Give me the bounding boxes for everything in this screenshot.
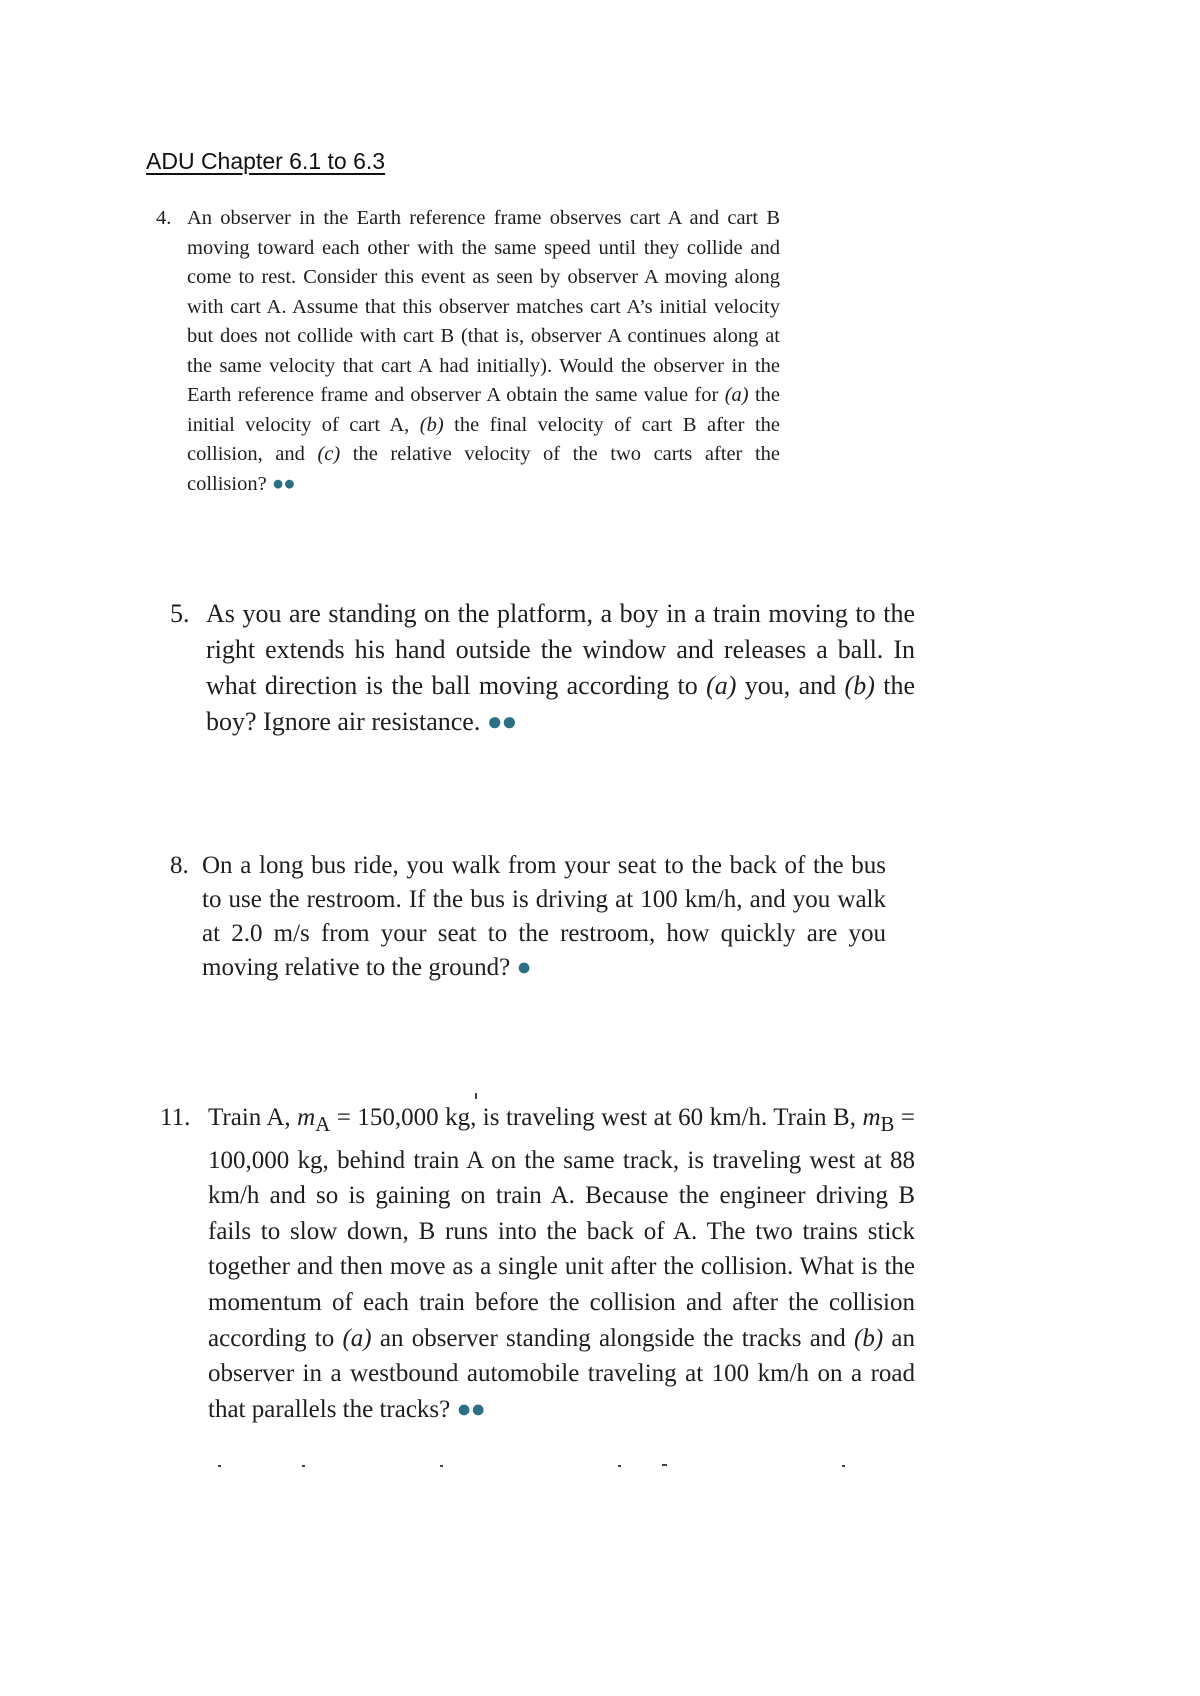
problem-text: Train A, $m_A = 150,000$ kg, is traveling west at 60 km/h. Train B, $m_B = 100,000$ kg, behind train A on the same track, is traveling west at 88 km/h and so is gaining on train A. Because the engineer driving B fails to slow down, B runs into the back of A. The two trains stick together and then move as a single unit after the collision. What is the momentum of each train before the collision and after the collision according to (a) an observer standing alongside the tracks and (b) an observer in a westbound automobile traveling at 100 km/h on a road that parallels the tracks? ●● bbox=[208, 1104, 916, 1423]
part-b-label: (b) bbox=[854, 1324, 884, 1352]
difficulty-dots: ●● bbox=[271, 472, 295, 495]
part-b-label: (b) bbox=[844, 671, 875, 700]
difficulty-dots: ●● bbox=[486, 707, 517, 736]
part-a-label: (a) bbox=[724, 384, 749, 406]
difficulty-dots: ●● bbox=[456, 1395, 485, 1423]
difficulty-dots: ● bbox=[516, 954, 531, 981]
stray-mark bbox=[440, 1465, 443, 1467]
problem-text: On a long bus ride, you walk from your seat to the back of the bus to use the restroom. If the bus is driving at 100 km/h, and you walk at 2.0 m/s from your seat to the restroom, how quickly are you moving relative to the ground? ● bbox=[202, 852, 886, 981]
stray-mark bbox=[618, 1465, 621, 1467]
mass-b-symbol: m bbox=[862, 1104, 881, 1131]
stray-mark bbox=[662, 1464, 667, 1466]
mass-a-subscript: A bbox=[315, 1112, 331, 1136]
problem-number: 11. bbox=[160, 1104, 191, 1131]
problem-8 bbox=[170, 849, 886, 985]
part-a-label: (a) bbox=[706, 671, 737, 700]
problem-5 bbox=[170, 596, 915, 740]
stray-mark bbox=[218, 1465, 221, 1467]
page-title: ADU Chapter 6.1 to 6.3 bbox=[146, 148, 386, 174]
stray-mark bbox=[302, 1465, 305, 1467]
problem-text: As you are standing on the platform, a boy in a train moving to the right extends his hand outside the window and releases a ball. In what direction is the ball moving according to (a) you, and (b) the boy? Ignore air resistance. ●● bbox=[206, 599, 915, 736]
problem-number: 5. bbox=[170, 599, 190, 628]
problem-number: 8. bbox=[170, 852, 189, 879]
problem-4 bbox=[156, 204, 780, 499]
mass-a-symbol: m bbox=[297, 1104, 316, 1131]
problem-11 bbox=[160, 1100, 915, 1427]
part-c-label: (c) bbox=[317, 443, 341, 465]
stray-mark bbox=[842, 1465, 845, 1467]
problem-text: An observer in the Earth reference frame observes cart A and cart B moving toward each other with the same speed until they collide and come to rest. Consider this event as seen by observer A moving along with cart A. Assume that this observer matches cart A’s initial velocity but does not collide with cart B (that is, observer A continues along at the same velocity that cart A had initially). Would the observer in the Earth reference frame and observer A obtain the same value for (a) the initial velocity of cart A, (b) the final velocity of cart B after the collision, and (c) the relative velocity of the two carts after the collision? ●● bbox=[187, 207, 781, 495]
part-a-label: (a) bbox=[342, 1324, 372, 1352]
part-b-label: (b) bbox=[419, 413, 444, 436]
problem-number: 4. bbox=[156, 207, 172, 229]
stray-mark bbox=[475, 1093, 477, 1099]
mass-b-subscript: B bbox=[880, 1112, 895, 1136]
